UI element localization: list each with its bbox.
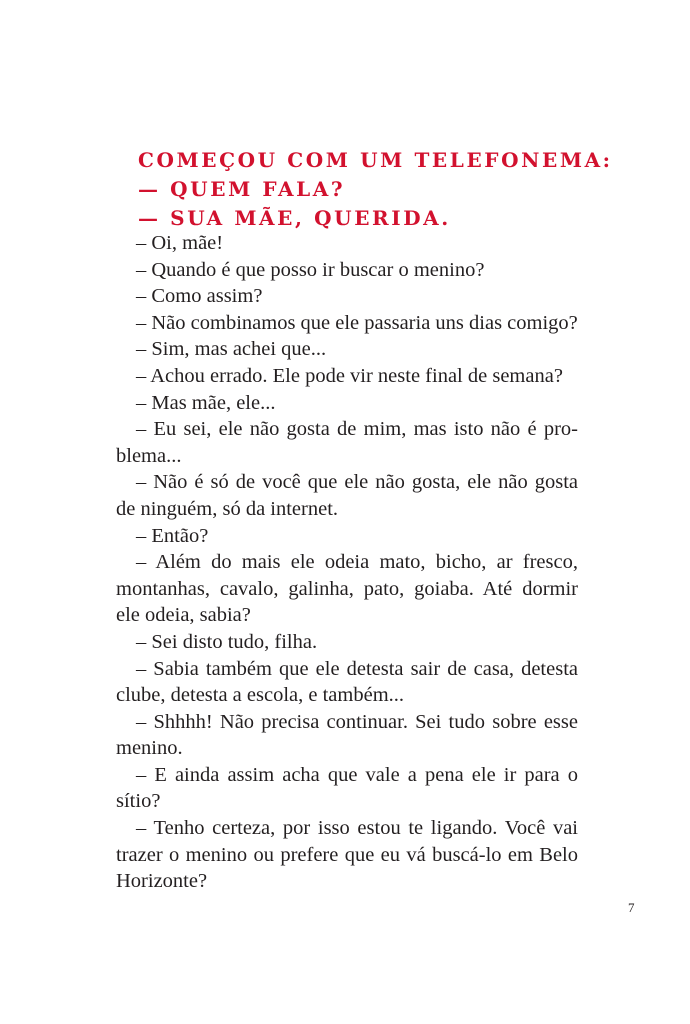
dialogue-line: – Tenho certeza, por isso estou te ligando. Você vai trazer o menino ou prefere que eu vá buscá-lo em Belo Horizonte? <box>116 817 578 893</box>
dialogue-line: – Oi, mãe! <box>136 232 224 254</box>
dialogue-line: – Achou errado. Ele pode vir neste final de semana? <box>136 364 563 387</box>
page-number: 7 <box>628 900 635 915</box>
dialogue-line: – Sabia também que ele detesta sair de casa, detesta clube, detesta a escola, e também... <box>116 657 578 707</box>
dialogue-line: – Não combinamos que ele passaria uns dias comigo? <box>136 311 578 334</box>
dialogue-line: – Sim, mas achei que... <box>136 338 327 361</box>
heading-line-1: COMEÇOU COM UM TELEFONEMA: <box>138 148 613 172</box>
dialogue-line: – Quando é que posso ir buscar o menino? <box>136 258 485 281</box>
heading-line-2: — QUEM FALA? <box>138 177 346 201</box>
chapter-heading <box>138 146 613 233</box>
dialogue-line: – Então? <box>136 524 209 547</box>
dialogue-line: – Eu sei, ele não gosta de mim, mas isto não é problema... <box>116 418 578 467</box>
heading-line-3: — SUA MÃE, QUERIDA. <box>138 206 451 230</box>
dialogue-line: – Não é só de você que ele não gosta, ele não gosta de ninguém, só da internet. <box>116 471 578 520</box>
dialogue-line: – Sei disto tudo, filha. <box>136 630 318 653</box>
dialogue-line: – Além do mais ele odeia mato, bicho, ar fresco, montanhas, cavalo, galinha, pato, goiaba. Até dormir ele odeia, sabia? <box>116 551 578 627</box>
dialogue-line: – Como assim? <box>136 285 263 308</box>
dialogue-line: – E ainda assim acha que vale a pena ele ir para o sítio? <box>116 763 578 813</box>
dialogue-line: – Shhhh! Não precisa continuar. Sei tudo sobre esse menino. <box>116 710 578 760</box>
dialogue-line: – Mas mãe, ele... <box>136 391 276 414</box>
body-text <box>116 230 578 895</box>
